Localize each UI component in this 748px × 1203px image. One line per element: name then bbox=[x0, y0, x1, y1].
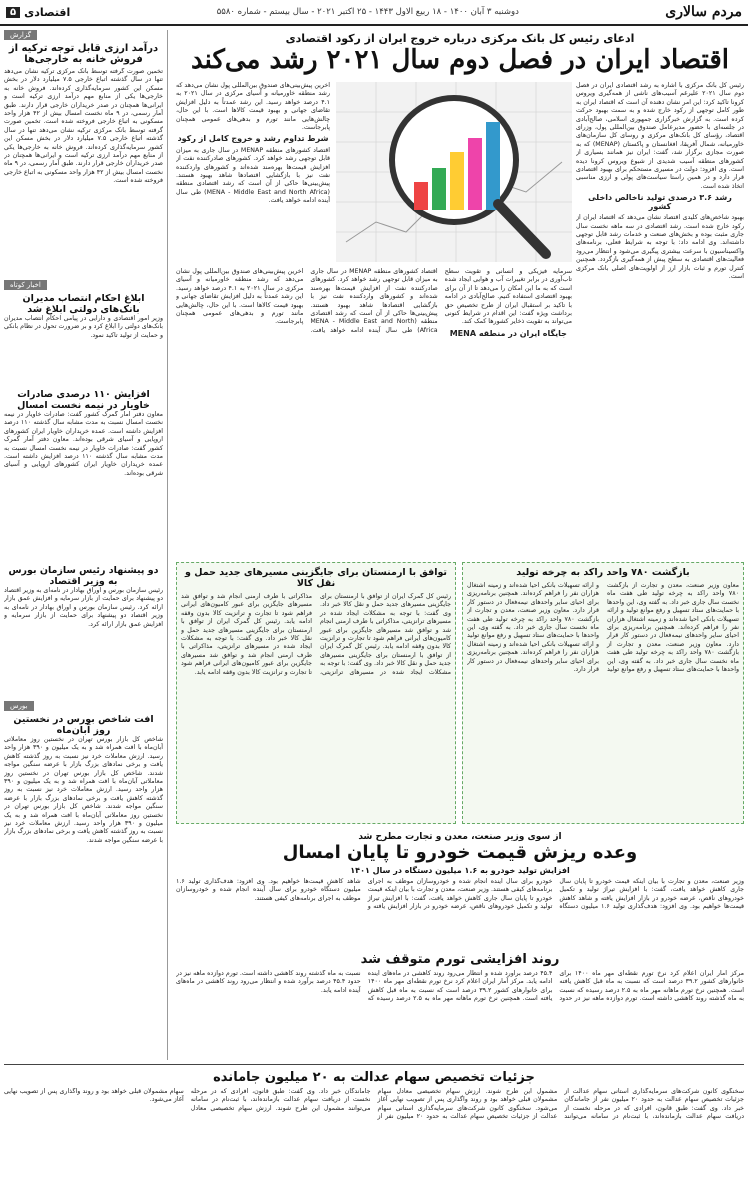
article-justice-text: سخنگوی کانون شرکت‌های سرمایه‌گذاری استانی سهام عدالت از جزئیات تخصیص سهام عدالت به حدود ۲۰ میلیون نفر از جاماندگان خبر داد. وی گفت: طبق قانون، افرادی که در مرحله نخست از دریافت سهام عدالت بازمانده‌اند، با ثبت‌نام در سامانه می‌توانند مشمول این طرح شوند. ارزش سهام تخصیصی معادل سهام مشمولان قبلی خواهد بود و روند واگذاری پس از تصویب نهایی آغاز می‌شود. سخنگوی کانون شرکت‌های سرمایه‌گذاری استانی سهام عدالت از جزئیات تخصیص سهام عدالت به حدود ۲۰ میلیون نفر از جاماندگان خبر داد. وی گفت: طبق قانون، افرادی که در مرحله نخست از دریافت سهام عدالت بازمانده‌اند، با ثبت‌نام در سامانه می‌توانند مشمول این طرح شوند. ارزش سهام تخصیصی معادل سهام مشمولان قبلی خواهد بود و روند واگذاری پس از تصویب نهایی آغاز می‌شود. bbox=[4, 1088, 744, 1121]
magnifier-chart-illustration bbox=[336, 82, 572, 262]
issue-info: دوشنبه ۳ آبان ۱۴۰۰ - ۱۸ ربیع الاول ۱۴۴۳ - ۲۵ اکتبر ۲۰۲۱ - سال بیستم - شماره ۵۵۸۰ bbox=[216, 7, 519, 17]
brand-logo: مردم سالاری bbox=[665, 4, 742, 20]
masthead bbox=[0, 0, 748, 26]
sidebar-story-4-title: دو پیشنهاد رئیس سازمان بورس به وزیر اقتصاد bbox=[8, 565, 159, 587]
box-idle-units bbox=[462, 562, 744, 824]
sidebar-story-2-text: وزیر امور اقتصادی و دارایی در پیامی احکام انتصاب مدیران بانک‌های دولتی را ابلاغ کرد و بر ضرورت تحول در نظام بانکی و حمایت از تولید تاکید نمود. bbox=[4, 315, 163, 339]
article-car-text: وزیر صنعت، معدن و تجارت با بیان اینکه قیمت خودرو تا پایان سال جاری کاهش خواهد یافت، گفت: با افزایش تیراژ تولید و تکمیل خودروهای ناقص، عرضه خودرو در بازار افزایش یافته و شاهد کاهش قیمت‌ها خواهیم بود. وی افزود: هدف‌گذاری تولید ۱.۶ میلیون دستگاه خودرو برای سال آینده انجام شده و خودروسازان موظف به اجرای برنامه‌های کیفی هستند. وزیر صنعت، معدن و تجارت با بیان اینکه قیمت خودرو تا پایان سال جاری کاهش خواهد یافت، گفت: با افزایش تیراژ تولید و تکمیل خودروهای ناقص، عرضه خودرو در بازار افزایش یافته و شاهد کاهش قیمت‌ها خواهیم بود. وی افزود: هدف‌گذاری تولید ۱.۶ میلیون دستگاه خودرو برای سال آینده انجام شده و خودروسازان موظف به اجرای برنامه‌های کیفی هستند. bbox=[176, 878, 744, 911]
sidebar-tag-briefs: اخبار کوتاه bbox=[4, 280, 47, 290]
main-column-b: آخرین پیش‌بینی‌های صندوق بین‌المللی پول نشان می‌دهد که رشد منطقه خاورمیانه و آسیای مرکزی در سال ۲۰۲۱ به ۴.۱ درصد خواهد رسید. این رشد عمدتاً به دلیل افزایش تقاضای جهانی و بهبود قیمت کالاها است. با این حال، چالش‌هایی مانند تورم و بدهی‌های عمومی همچنان پابرجاست. شرط تداوم رشد و خروج کامل از رکود اقتصاد کشورهای منطقه MENAP در سال جاری به میزان قابل توجهی رشد خواهد کرد. کشورهای صادرکننده نفت از افزایش قیمت‌ها بهره‌مند شده‌اند و کشورهای واردکننده نفت نیز با بازگشایی اقتصادها شاهد بهبود هستند. پیش‌بینی‌ها حاکی از آن است که رشد اقتصادی منطقه (MENA - Middle East and North Africa) طی سال آینده ادامه خواهد یافت. bbox=[176, 82, 330, 205]
sidebar bbox=[4, 30, 168, 1060]
main-subhead-3: جایگاه ایران در منطقه MENA bbox=[449, 328, 567, 338]
box-armenia-text: رئیس کل گمرک ایران از توافق با ارمنستان برای جایگزینی مسیرهای جدید حمل و نقل کالا خبر داد. وی گفت: با توجه به مشکلات ایجاد شده در مسیرهای ترانزیتی، مذاکراتی با طرف ارمنی انجام شد و توافق شد مسیرهای جایگزین برای عبور کامیون‌های ایرانی فراهم شود تا تجارت و ترانزیت کالا بدون وقفه ادامه یابد. رئیس کل گمرک ایران از توافق با ارمنستان برای جایگزینی مسیرهای جدید حمل و نقل کالا خبر داد. وی گفت: با توجه به مشکلات ایجاد شده در مسیرهای ترانزیتی، مذاکراتی با طرف ارمنی انجام شد و توافق شد مسیرهای جایگزین برای عبور کامیون‌های ایرانی فراهم شود تا تجارت و ترانزیت کالا بدون وقفه ادامه یابد. رئیس کل گمرک ایران از توافق با ارمنستان برای جایگزینی مسیرهای جدید حمل و نقل کالا خبر داد. وی گفت: با توجه به مشکلات ایجاد شده در مسیرهای ترانزیتی، مذاکراتی با طرف ارمنی انجام شد و توافق شد مسیرهای جایگزین برای عبور کامیون‌های ایرانی فراهم شود تا تجارت و ترانزیت کالا بدون وقفه ادامه یابد. bbox=[181, 593, 451, 676]
sidebar-story-4-text: رئیس سازمان بورس و اوراق بهادار در نامه‌ای به وزیر اقتصاد دو پیشنهاد برای حمایت از بازار سرمایه و افزایش عمق بازار ارائه کرد. رئیس سازمان بورس و اوراق بهادار در نامه‌ای به وزیر اقتصاد دو پیشنهاد برای حمایت از بازار سرمایه و افزایش عمق بازار ارائه کرد. bbox=[4, 587, 163, 628]
sidebar-story-5-title: افت شاخص بورس در نخستین روز آبان‌ماه bbox=[13, 714, 154, 736]
main-subhead-1: رشد ۳.۶ درصدی تولید ناخالص داخلی کشور bbox=[588, 193, 732, 211]
main-kicker: ادعای رئیس کل بانک مرکزی درباره خروج ایران از رکود اقتصادی bbox=[285, 32, 635, 45]
article-car-kicker: از سوی وزیر صنعت، معدن و تجارت مطرح شد bbox=[358, 832, 562, 842]
main-story-header bbox=[176, 32, 744, 75]
article-inflation-text: مرکز آمار ایران اعلام کرد نرخ تورم نقطه‌ای مهر ماه ۱۴۰۰ برای خانوارهای کشور ۳۹.۲ درصد است که نسبت به ماه قبل کاهش یافته است. همچنین نرخ تورم ماهانه مهر ماه به ۲.۵ درصد رسیده که نسبت به ماه گذشته روند کاهشی داشته است. تورم دوازده ماهه نیز در حدود ۴۵.۴ درصد برآورد شده و انتظار می‌رود روند کاهشی در ماه‌های آینده ادامه یابد. مرکز آمار ایران اعلام کرد نرخ تورم نقطه‌ای مهر ماه ۱۴۰۰ برای خانوارهای کشور ۳۹.۲ درصد است که نسبت به ماه قبل کاهش یافته است. همچنین نرخ تورم ماهانه مهر ماه به ۲.۵ درصد رسیده که نسبت به ماه گذشته روند کاهشی داشته است. تورم دوازده ماهه نیز در حدود ۴۵.۴ درصد برآورد شده و انتظار می‌رود روند کاهشی در ماه‌های آینده ادامه یابد. bbox=[176, 970, 744, 1003]
article-car-prices bbox=[176, 832, 744, 958]
main-headline: اقتصاد ایران در فصل دوم سال ۲۰۲۱ رشد می‌کند bbox=[190, 45, 730, 75]
main-subhead-2: شرط تداوم رشد و خروج کامل از رکود bbox=[177, 134, 329, 144]
article-car-subhead: افزایش تولید خودرو به ۱.۶ میلیون دستگاه در سال ۱۴۰۱ bbox=[350, 866, 570, 875]
main-column-c: سرمایه فیزیکی و انسانی و تقویت سطح تاب‌آوری در برابر تغییرات آب و هوایی ایجاد شده است که به ما این امکان را می‌دهد تا از آن برای بهبود اقتصادی استفاده کنیم. صالح‌آبادی در ادامه با تاکید بر استقبال ایران از طرح تخصیص حق برداشت ویژه گفت: این اقدام در شرایط کنونی می‌تواند به تقویت ذخایر کشورها کمک کند. جایگاه ایران در منطقه MENA اقتصاد کشورهای منطقه MENAP در سال جاری به میزان قابل توجهی رشد خواهد کرد. کشورهای صادرکننده نفت از افزایش قیمت‌ها بهره‌مند شده‌اند و کشورهای واردکننده نفت نیز با بازگشایی اقتصادها شاهد بهبود هستند. پیش‌بینی‌ها حاکی از آن است که رشد اقتصادی منطقه (MENA - Middle East and North Africa) طی سال آینده ادامه خواهد یافت. آخرین پیش‌بینی‌های صندوق بین‌المللی پول نشان می‌دهد که رشد منطقه خاورمیانه و آسیای مرکزی در سال ۲۰۲۱ به ۴.۱ درصد خواهد رسید. این رشد عمدتاً به دلیل افزایش تقاضای جهانی و بهبود قیمت کالاها است. با این حال، چالش‌هایی مانند تورم و بدهی‌های عمومی همچنان پابرجاست. bbox=[176, 268, 572, 338]
main-column-a: رئیس کل بانک مرکزی با اشاره به رشد اقتصادی ایران در فصل دوم سال ۲۰۲۱ علیرغم آسیب‌های ناشی از همه‌گیری ویروس کرونا تاکید کرد: این امر نشان دهنده آن است که اقتصاد ایران به طور کامل توجهی از رکود خارج شده و به سمت بهبود حرکت کرده است. به گزارش خبرگزاری جمهوری اسلامی، صالح‌آبادی در جلسه‌ای با حضور مدیرعامل صندوق بین‌المللی پول، وزرای اقتصاد، رؤسای کل بانک‌های مرکزی و روسای کل سازمان‌های خاورمیانه، شمال آفریقا، افغانستان و پاکستان (MENAP) که به صورت مجازی برگزار شد، گفت: ایران نیز همانند بسیاری از کشورهای منطقه آسیب شدیدی از شیوع ویروس کرونا دیده است. وی افزود: دولت در مسیری مستحکم برای بهبود اقتصادی قرار دارد و در همین راستا سیاست‌های پولی و ارزی مناسبی اتخاذ شده است. رشد ۳.۶ درصدی تولید ناخالص داخلی کشور بهبود شاخص‌های کلیدی اقتصاد نشان می‌دهد که اقتصاد ایران از رکود خارج شده است. رشد اقتصادی در سه ماهه نخست سال جاری مثبت بوده و بخش‌های صنعت و خدمات رشد قابل توجهی داشته‌اند. وی ادامه داد: با توجه به شرایط فعلی، برنامه‌های واکسیناسیون با سرعت بیشتری پیگیری می‌شود و انتظار می‌رود فعالیت‌های اقتصادی به سطح پیش از همه‌گیری بازگردد. همچنین کنترل تورم و ثبات بازار ارز از اولویت‌های اصلی بانک مرکزی است. bbox=[576, 82, 744, 280]
box-idle-units-text: معاون وزیر صنعت، معدن و تجارت از بازگشت ۷۸۰ واحد راکد به چرخه تولید طی هفت ماه نخست سال جاری خبر داد. به گفته وی، این واحدها با حمایت‌های ستاد تسهیل و رفع موانع تولید و ارائه تسهیلات بانکی احیا شده‌اند و زمینه اشتغال هزاران نفر را فراهم کرده‌اند. همچنین برنامه‌ریزی برای احیای سایر واحدهای نیمه‌فعال در دستور کار قرار دارد. معاون وزیر صنعت، معدن و تجارت از بازگشت ۷۸۰ واحد راکد به چرخه تولید طی هفت ماه نخست سال جاری خبر داد. به گفته وی، این واحدها با حمایت‌های ستاد تسهیل و رفع موانع تولید و ارائه تسهیلات بانکی احیا شده‌اند و زمینه اشتغال هزاران نفر را فراهم کرده‌اند. همچنین برنامه‌ریزی برای احیای سایر واحدهای نیمه‌فعال در دستور کار قرار دارد. معاون وزیر صنعت، معدن و تجارت از بازگشت ۷۸۰ واحد راکد به چرخه تولید طی هفت ماه نخست سال جاری خبر داد. به گفته وی، این واحدها با حمایت‌های ستاد تسهیل و رفع موانع تولید و ارائه تسهیلات بانکی احیا شده‌اند و زمینه اشتغال هزاران نفر را فراهم کرده‌اند. همچنین برنامه‌ریزی برای احیای سایر واحدهای نیمه‌فعال در دستور کار قرار دارد. bbox=[467, 582, 739, 674]
sidebar-story-3-text: معاون دفتر آمار گمرک کشور گفت: صادرات خاویار در نیمه نخست امسال نسبت به مدت مشابه سال گذشته ۱۱۰ درصد افزایش داشته است. عمده خریداران خاویار ایران کشورهای اروپایی و آسیای شرقی بوده‌اند. معاون دفتر آمار گمرک کشور گفت: صادرات خاویار در نیمه نخست امسال نسبت به مدت مشابه سال گذشته ۱۱۰ درصد افزایش داشته است. عمده خریداران خاویار ایران کشورهای اروپایی و آسیای شرقی بوده‌اند. bbox=[4, 411, 163, 477]
sidebar-story-1-text: تخمین صورت گرفته توسط بانک مرکزی ترکیه نشان می‌دهد تنها در سال گذشته اتباع خارجی ۷.۵ میلیارد دلار در بخش مسکن این کشور سرمایه‌گذاری کرده‌اند. فروش خانه به خارجی‌ها یکی از منابع مهم درآمد ارزی ترکیه است و ایرانی‌ها همچنان در صدر خریداران خارجی قرار دارند. طبق آمار رسمی، در ۹ ماه نخست امسال بیش از ۴۲ هزار واحد مسکونی به اتباع خارجی فروخته شده است. تخمین صورت گرفته توسط بانک مرکزی ترکیه نشان می‌دهد تنها در سال گذشته اتباع خارجی ۷.۵ میلیارد دلار در بخش مسکن این کشور سرمایه‌گذاری کرده‌اند. فروش خانه به خارجی‌ها یکی از منابع مهم درآمد ارزی ترکیه است و ایرانی‌ها همچنان در صدر خریداران خارجی قرار دارند. طبق آمار رسمی، در ۹ ماه نخست امسال بیش از ۴۲ هزار واحد مسکونی به اتباع خارجی فروخته شده است. bbox=[4, 68, 163, 185]
bottom-rule bbox=[4, 1064, 744, 1065]
sidebar-tag-report: گزارش bbox=[4, 30, 37, 40]
sidebar-story-1-title: درآمد ارزی قابل توجه ترکیه از فروش خانه به خارجی‌ها bbox=[8, 43, 159, 65]
article-inflation bbox=[176, 952, 744, 1052]
box-idle-units-title: بازگشت ۷۸۰ واحد راکد به چرخه تولید bbox=[516, 567, 690, 578]
page-number: ۵ bbox=[6, 7, 20, 18]
box-armenia-title: توافق با ارمنستان برای جایگزینی مسیرهای جدید حمل و نقل کالا bbox=[185, 567, 447, 589]
section-tag bbox=[6, 6, 70, 19]
article-justice-shares bbox=[4, 1070, 744, 1198]
sidebar-story-2-title: ابلاغ احکام انتصاب مدیران بانک‌های دولتی ابلاغ شد bbox=[22, 293, 145, 315]
article-justice-title: جزئیات تخصیص سهام عدالت به ۲۰ میلیون جامانده bbox=[213, 1070, 535, 1085]
sidebar-story-3-title: افزایش ۱۱۰ درصدی صادرات خاویار در نیمه نخست امسال bbox=[17, 389, 150, 411]
section-name: اقتصادی bbox=[24, 5, 71, 19]
sidebar-tag-bourse: بورس bbox=[4, 701, 34, 711]
article-inflation-title: روند افزایشی تورم متوقف شد bbox=[360, 952, 560, 967]
sidebar-story-5-text: شاخص کل بازار بورس تهران در نخستین روز معاملاتی آبان‌ماه با افت همراه شد و به یک میلیون و ۳۹۰ هزار واحد رسید. ارزش معاملات خرد نیز نسبت به روز گذشته کاهش یافت و برخی نمادهای بزرگ بازار با عرضه سنگین مواجه شدند. شاخص کل بازار بورس تهران در نخستین روز معاملاتی آبان‌ماه با افت همراه شد و به یک میلیون و ۳۹۰ هزار واحد رسید. ارزش معاملات خرد نیز نسبت به روز گذشته کاهش یافت و برخی نمادهای بزرگ بازار با عرضه سنگین مواجه شدند. شاخص کل بازار بورس تهران در نخستین روز معاملاتی آبان‌ماه با افت همراه شد و به یک میلیون و ۳۹۰ هزار واحد رسید. ارزش معاملات خرد نیز نسبت به روز گذشته کاهش یافت و برخی نمادهای بزرگ بازار با عرضه سنگین مواجه شدند. bbox=[4, 736, 163, 844]
box-armenia bbox=[176, 562, 456, 824]
article-car-title: وعده ریزش قیمت خودرو تا پایان امسال bbox=[282, 842, 638, 863]
